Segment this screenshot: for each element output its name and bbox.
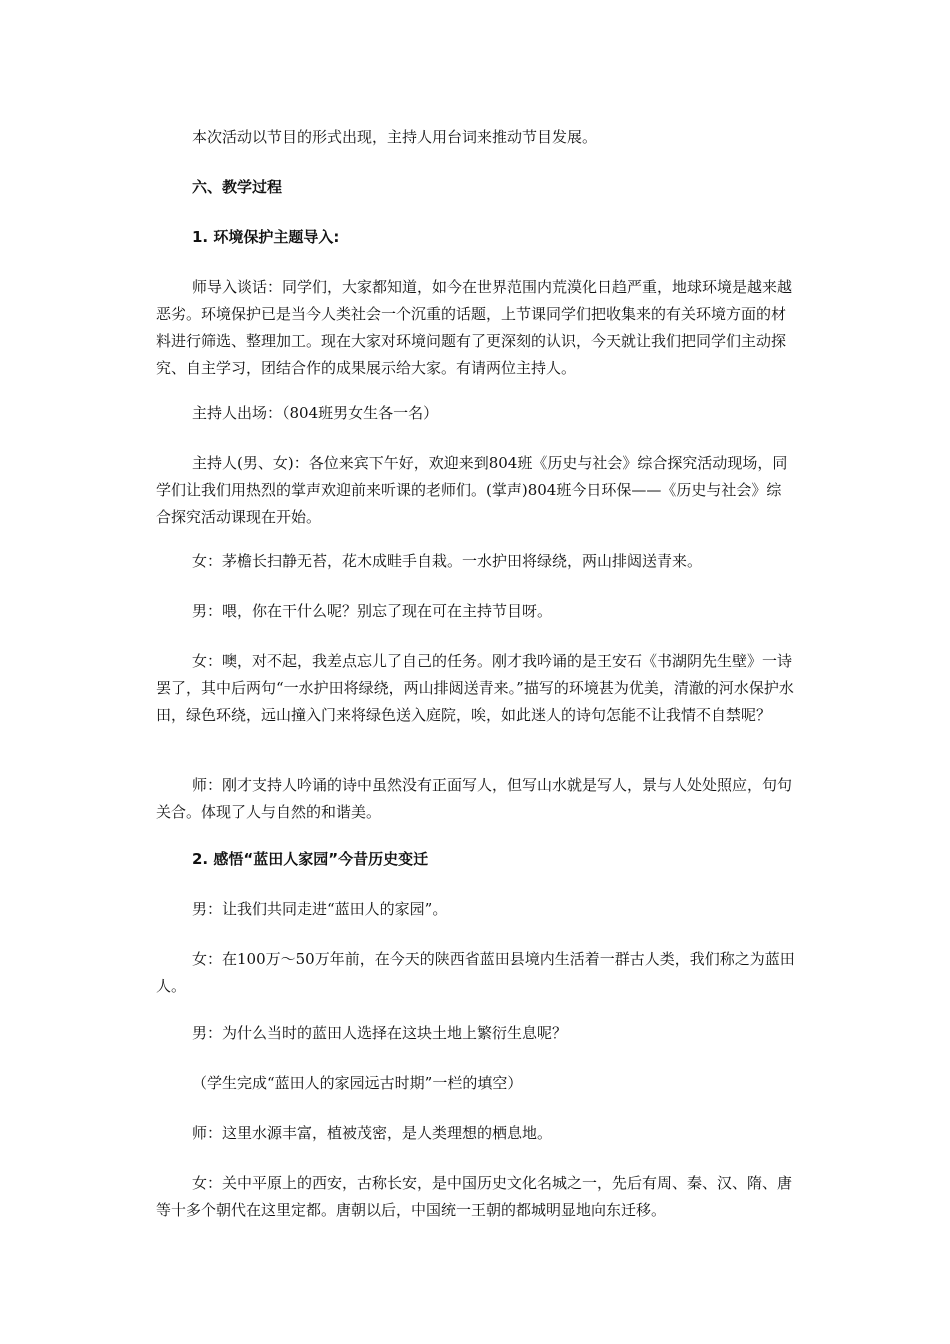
paragraph-teacher-intro: 师导入谈话：同学们，大家都知道，如今在世界范围内荒漠化日趋严重，地球环境是越来越恶劣。环境保护已是当今人类社会一个沉重的话题，上节课同学们把收集来的有关环境方面的材料进行筛选、整理加工。现在大家对环境问题有了更深刻的认识，今天就让我们把同学们主动探究、自主学习，团结合作的成果展示给大家。有请两位主持人。 — [156, 278, 793, 377]
paragraph-host-welcome: 主持人(男、女)：各位来宾下午好，欢迎来到804班《历史与社会》综合探究活动现场，同学们让我们用热烈的掌声欢迎前来听课的老师们。(掌声)804班今日环保——《历史与社会》综合探究活动课现在开始。 — [156, 454, 788, 526]
paragraph-host-entrance: 主持人出场：（804班男女生各一名） — [192, 404, 439, 422]
subheading-environment-intro: 1. 环境保护主题导入: — [192, 228, 340, 246]
section-heading-teaching-process: 六、教学过程 — [192, 178, 283, 196]
paragraph-female-xian: 女：关中平原上的西安，古称长安，是中国历史文化名城之一，先后有周、秦、汉、隋、唐等十多个朝代在这里定都。唐朝以后，中国统一王朝的都城明显地向东迁移。 — [156, 1174, 793, 1219]
paragraph-male-why: 男：为什么当时的蓝田人选择在这块土地上繁衍生息呢？ — [192, 1024, 568, 1042]
paragraph-female-poem: 女：茅檐长扫静无苔，花木成畦手自栽。一水护田将绿绕，两山排闼送青来。 — [192, 552, 703, 570]
paragraph-teacher-comment: 师：刚才支持人吟诵的诗中虽然没有正面写人，但写山水就是写人，景与人处处照应，句句关合。体现了人与自然的和谐美。 — [156, 776, 793, 821]
paragraph-teacher-answer: 师：这里水源丰富，植被茂密，是人类理想的栖息地。 — [192, 1124, 553, 1142]
paragraph-intro: 本次活动以节目的形式出现，主持人用台词来推动节目发展。 — [192, 128, 598, 146]
paragraph-male-question: 男：喂，你在干什么呢？别忘了现在可在主持节目呀。 — [192, 602, 553, 620]
paragraph-male-lantian: 男：让我们共同走进“蓝田人的家园”。 — [192, 900, 448, 918]
subheading-lantian-history: 2. 感悟“蓝田人家园”今昔历史变迁 — [192, 850, 429, 868]
paragraph-student-task: （学生完成“蓝田人的家园远古时期”一栏的填空） — [192, 1074, 523, 1092]
paragraph-female-lantian-man: 女：在100万～50万年前，在今天的陕西省蓝田县境内生活着一群古人类，我们称之为蓝田人。 — [156, 950, 795, 995]
paragraph-female-explanation: 女：噢，对不起，我差点忘儿了自己的任务。刚才我吟诵的是王安石《书湖阴先生壁》一诗罢了，其中后两句“一水护田将绿绕，两山排闼送青来。”描写的环境甚为优美，清澈的河水保护水田，绿色环绕，远山撞入门来将绿色送入庭院，唉，如此迷人的诗句怎能不让我情不自禁呢？ — [156, 652, 794, 724]
